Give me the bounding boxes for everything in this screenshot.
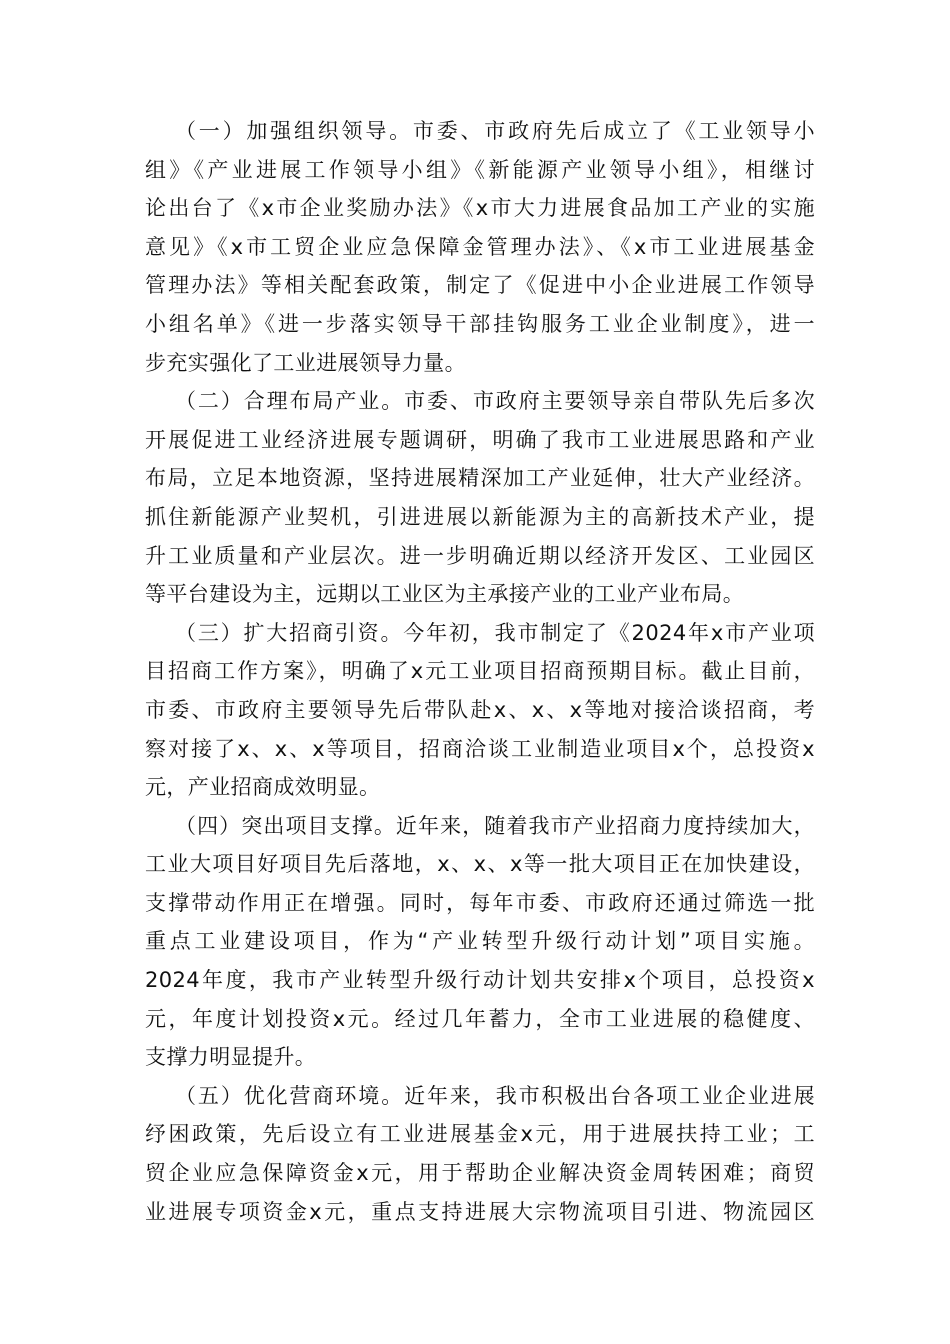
text-line: 工业大项目好项目先后落地，x、x、x等一批大项目正在加快建设，	[145, 852, 815, 877]
text-line: 目招商工作方案》，明确了x元工业项目招商预期目标。截止目前，	[145, 659, 815, 684]
text-line: 组》《产业进展工作领导小组》《新能源产业领导小组》，相继讨	[145, 157, 815, 182]
text-line: （五）优化营商环境。近年来，我市积极出台各项工业企业进展	[175, 1083, 815, 1108]
text-line: 市委、市政府主要领导先后带队赴x、x、x等地对接洽谈招商，考	[145, 697, 815, 722]
text-line: （一）加强组织领导。市委、市政府先后成立了《工业领导小	[175, 119, 815, 143]
text-line: 元，产业招商成效明显。	[145, 775, 381, 800]
text-line: 贸企业应急保障资金x元，用于帮助企业解决资金周转困难；商贸	[145, 1161, 815, 1186]
paragraph-5	[145, 1077, 815, 1231]
text-line: 管理办法》等相关配套政策，制定了《促进中小企业进展工作领导	[145, 273, 815, 298]
text-line: 重点工业建设项目，作为“产业转型升级行动计划”项目实施。	[145, 929, 815, 954]
text-line: 元，年度计划投资x元。经过几年蓄力，全市工业进展的稳健度、	[145, 1006, 815, 1031]
paragraph-2	[145, 382, 815, 614]
text-line: 抓住新能源产业契机，引进进展以新能源为主的高新技术产业，提	[145, 504, 815, 529]
text-line: 纾困政策，先后设立有工业进展基金x元，用于进展扶持工业；工	[145, 1122, 815, 1147]
paragraph-4	[145, 807, 815, 1077]
text-line: 意见》《x市工贸企业应急保障金管理办法》、《x市工业进展基金	[145, 234, 815, 259]
text-line: 开展促进工业经济进展专题调研，明确了我市工业进展思路和产业	[145, 427, 815, 452]
text-line: 支撑带动作用正在增强。同时，每年市委、市政府还通过筛选一批	[145, 890, 815, 915]
text-line: 步充实强化了工业进展领导力量。	[145, 350, 466, 375]
text-line: （三）扩大招商引资。今年初，我市制定了《2024年x市产业项	[175, 620, 815, 645]
text-line: 布局，立足本地资源，坚持进展精深加工产业延伸，壮大产业经济。	[145, 466, 815, 491]
text-line: （四）突出项目支撑。近年来，随着我市产业招商力度持续加大，	[175, 813, 815, 838]
text-line: 论出台了《x市企业奖励办法》《x市大力进展食品加工产业的实施	[145, 196, 815, 221]
text-line: （二）合理布局产业。市委、市政府主要领导亲自带队先后多次	[175, 389, 815, 414]
text-line: 业进展专项资金x元，重点支持进展大宗物流项目引进、物流园区	[145, 1199, 815, 1224]
text-line: 支撑力明显提升。	[145, 1045, 317, 1070]
paragraph-3	[145, 614, 815, 807]
document-body	[145, 112, 815, 1231]
text-line: 小组名单》《进一步落实领导干部挂钩服务工业企业制度》，进一	[145, 311, 815, 336]
text-line: 等平台建设为主，远期以工业区为主承接产业的工业产业布局。	[145, 582, 745, 607]
text-line: 2024年度，我市产业转型升级行动计划共安排x个项目，总投资x	[145, 968, 815, 993]
paragraph-1	[145, 112, 815, 382]
text-line: 升工业质量和产业层次。进一步明确近期以经济开发区、工业园区	[145, 543, 815, 568]
text-line: 察对接了x、x、x等项目，招商洽谈工业制造业项目x个，总投资x	[145, 736, 815, 761]
